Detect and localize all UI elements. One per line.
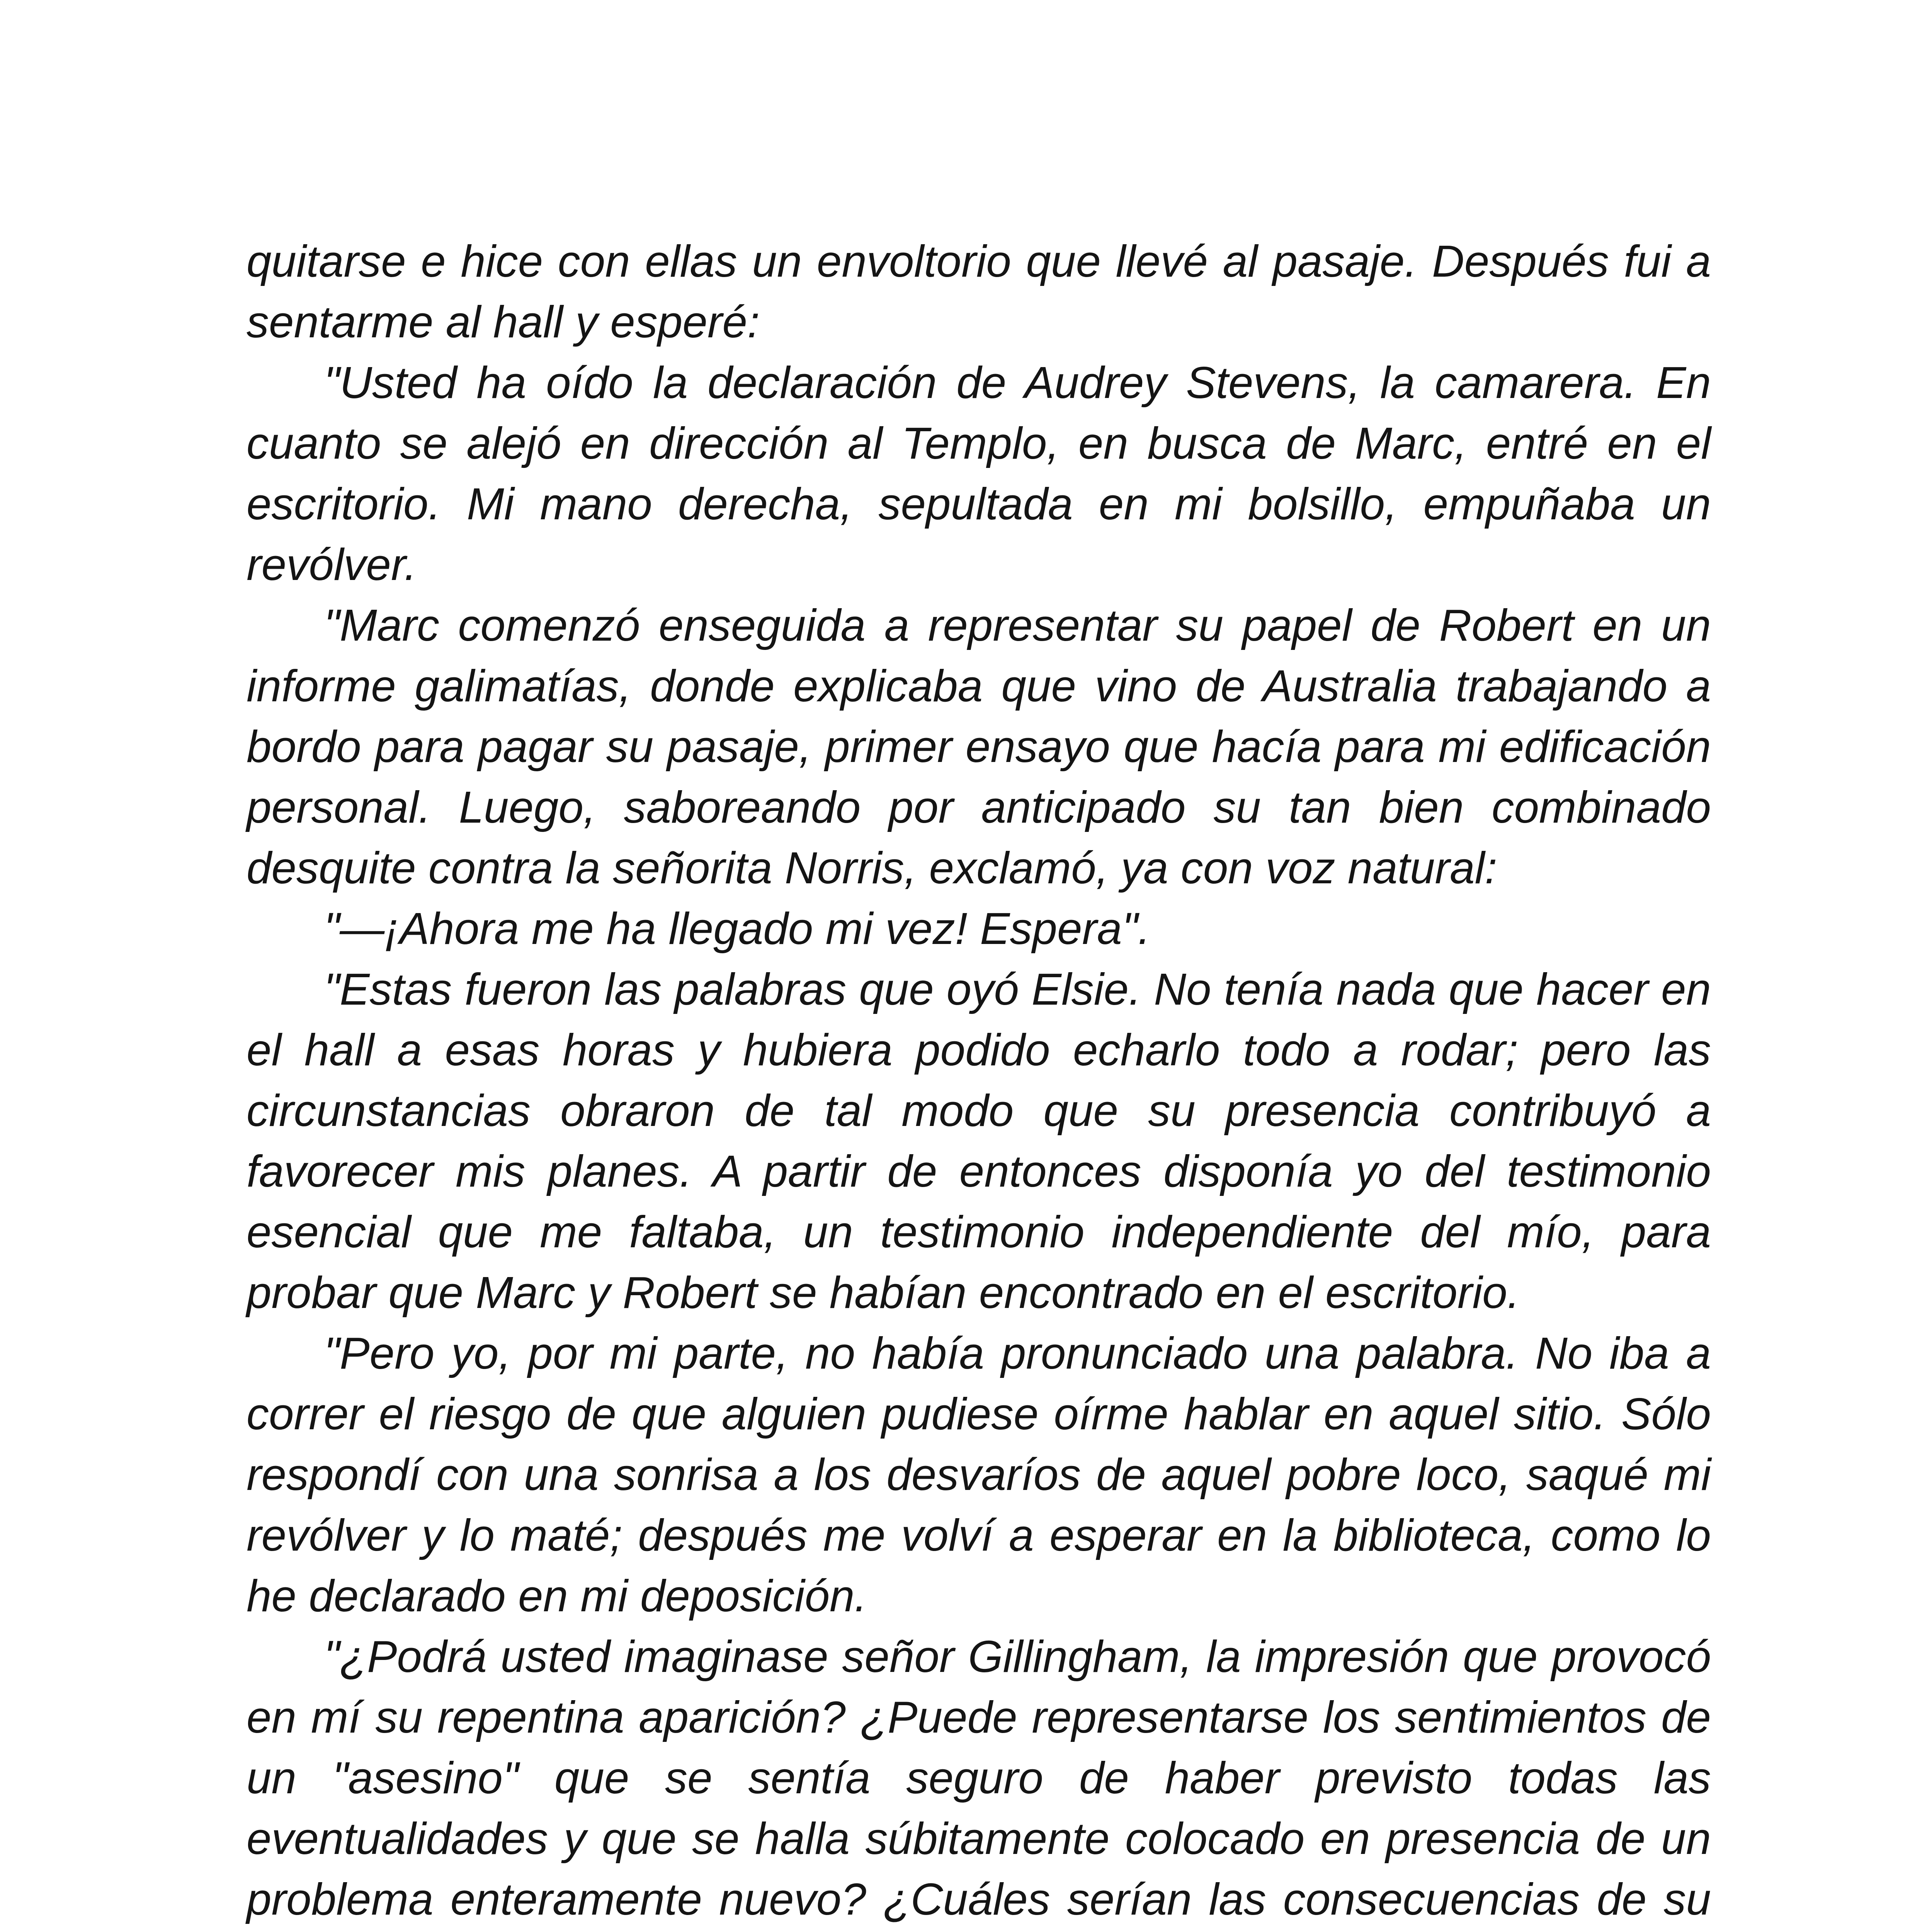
- body-text: [247, 231, 1711, 1932]
- paragraph-3: "Marc comenzó enseguida a representar su papel de Robert en un informe galimatías, donde explicaba que vino de Australia trabajando a bordo para pagar su pasaje, primer ensayo que hacía para mi edificación personal. Luego, saboreando por anticipado su tan bien combinado desquite contra la señorita Norris, exclamó, ya con voz natural:: [247, 600, 1711, 893]
- paragraph-5: "Estas fueron las palabras que oyó Elsie. No tenía nada que hacer en el hall a esas horas y hubiera podido echarlo todo a rodar; pero las circunstancias obraron de tal modo que su presencia contribuyó a favorecer mis planes. A partir de entonces disponía yo del testimonio esencial que me faltaba, un testimonio independiente del mío, para probar que Marc y Robert se habían encontrado en el escritorio.: [247, 964, 1711, 1318]
- paragraph-2: "Usted ha oído la declaración de Audrey Stevens, la camarera. En cuanto se alejó en dirección al Templo, en busca de Marc, entré en el escritorio. Mi mano derecha, sepultada en mi bolsillo, empuñaba un revólver.: [247, 357, 1711, 590]
- paragraph-6: "Pero yo, por mi parte, no había pronunciado una palabra. No iba a correr el riesgo de que alguien pudiese oírme hablar en aquel sitio. Sólo respondí con una sonrisa a los desvaríos de aquel pobre loco, saqué mi revólver y lo maté; después me volví a esperar en la biblioteca, como lo he declarado en mi deposición.: [247, 1328, 1711, 1621]
- paragraph-7: "¿Podrá usted imaginase señor Gillingham, la impresión que provocó en mí su repentina aparición? ¿Puede representarse los sentimientos de un "asesino" que se sentía seguro de haber previsto todas las eventualidades y que se halla súbitamente colocado en presencia de un problema enteramente nuevo? ¿Cuáles serían las consecuencias de su: [247, 1631, 1711, 1924]
- paragraph-1: quitarse e hice con ellas un envoltorio que llevé al pasaje. Después fui a sentarme al hall y esperé:: [247, 236, 1711, 347]
- paragraph-4: "—¡Ahora me ha llegado mi vez! Espera".: [324, 903, 1151, 954]
